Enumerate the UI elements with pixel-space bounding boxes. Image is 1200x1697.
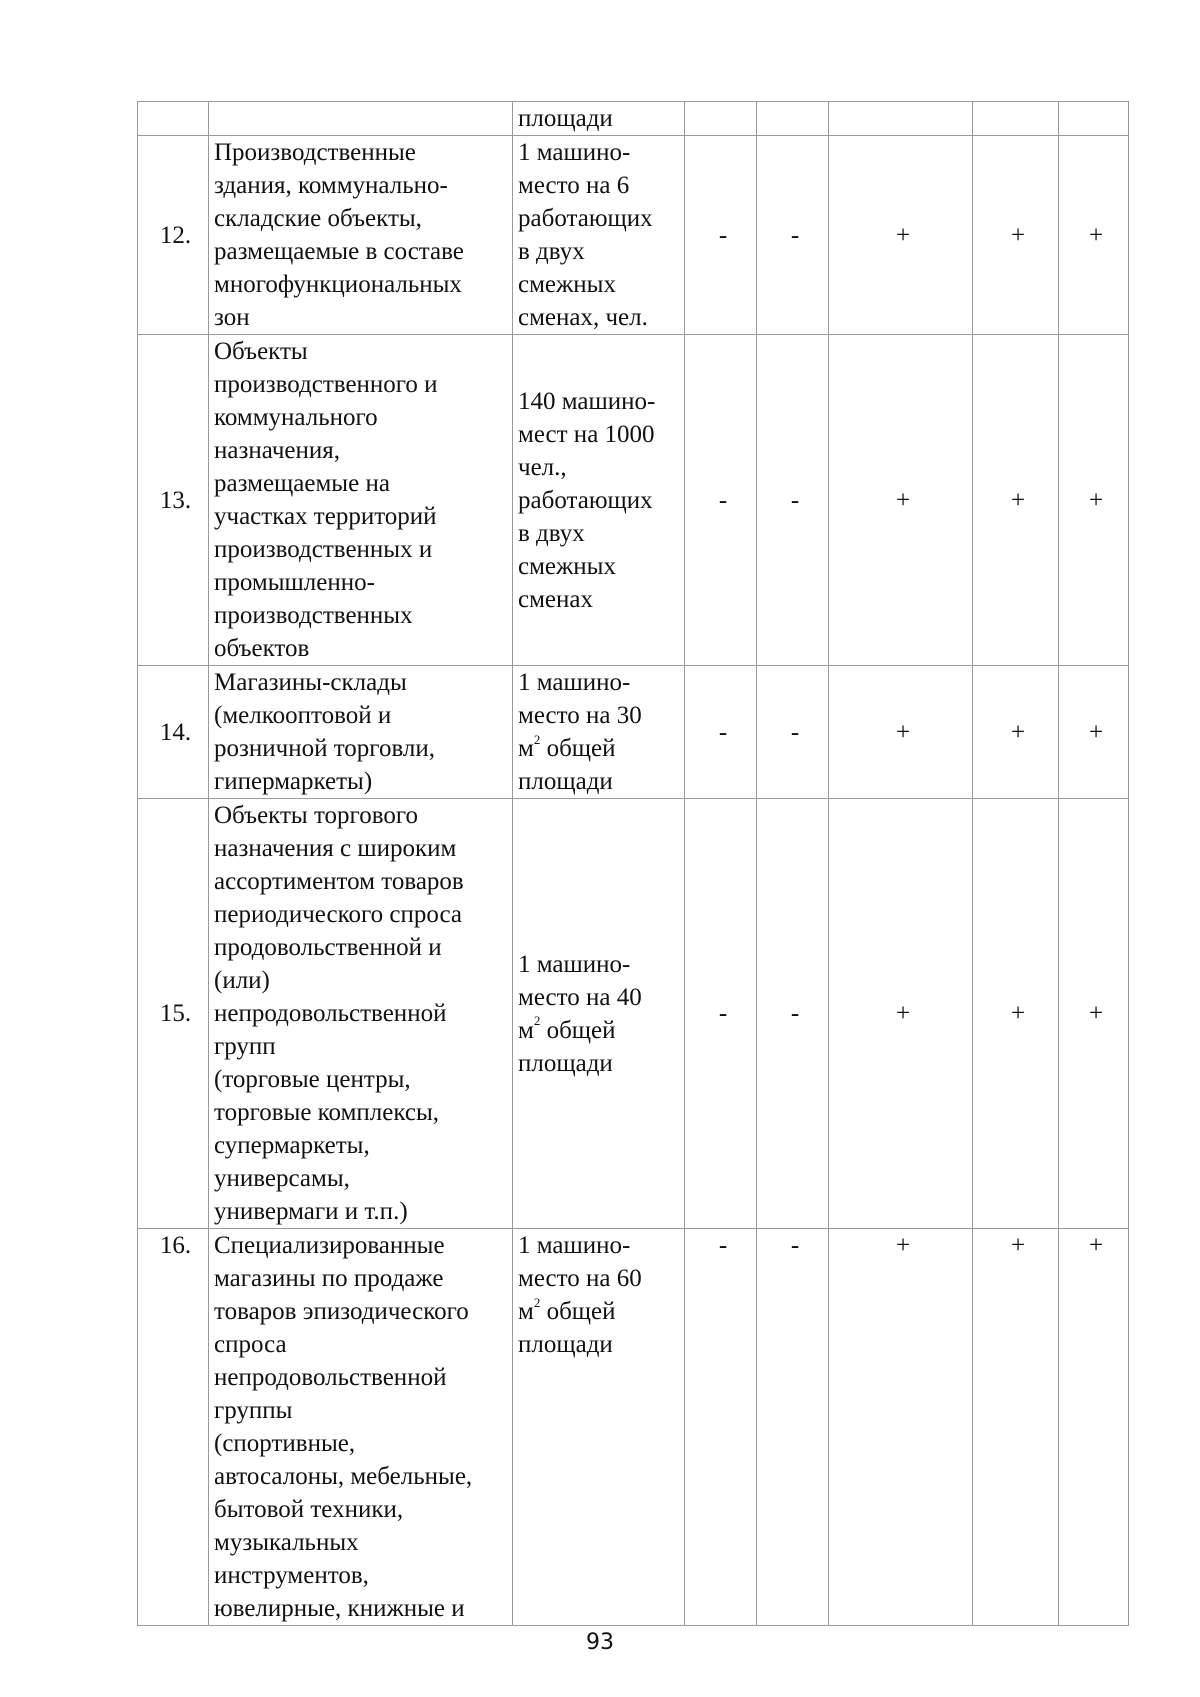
parking-norm-line: сменах: [518, 585, 593, 613]
object-type-line: многофункциональных: [214, 271, 462, 298]
object-type-line: музыкальных: [214, 1529, 359, 1556]
parking-norm-line: площади: [518, 768, 613, 795]
parking-norm-line: работающих: [518, 205, 653, 232]
parking-norm-unit-line: [518, 1014, 684, 1047]
object-type-line: (или): [214, 967, 270, 994]
table-row: [138, 1229, 1129, 1626]
object-type-line: здания, коммунально-: [214, 172, 448, 199]
zone-mark-cell: -: [757, 136, 829, 335]
zone-mark-cell: [829, 102, 973, 136]
object-type-line: торговые комплексы,: [214, 1099, 440, 1126]
object-type-cell: [209, 136, 513, 335]
parking-norm-cell: [513, 1229, 685, 1626]
unit-suffix: общей: [540, 735, 616, 762]
row-number-cell: 12.: [138, 136, 209, 335]
object-type-line: (торговые центры,: [214, 1066, 411, 1093]
zone-mark-cell: -: [685, 799, 757, 1229]
object-type-line: универмаги и т.п.): [214, 1198, 408, 1225]
zone-mark-cell: -: [685, 666, 757, 799]
parking-norm-line: смежных: [518, 552, 616, 580]
parking-norm-line: смежных: [518, 271, 616, 298]
object-type-line: складские объекты,: [214, 205, 422, 232]
zone-mark-cell: -: [685, 136, 757, 335]
object-type-cell: [209, 102, 513, 136]
unit-text: м: [518, 1298, 534, 1325]
unit-suffix: общей: [540, 1298, 616, 1325]
object-type-line: продовольственной и: [214, 934, 442, 961]
object-type-line: бытовой техники,: [214, 1496, 404, 1523]
object-type-cell: [209, 1229, 513, 1626]
unit-superscript: 2: [533, 1294, 541, 1310]
object-type-line: Объекты: [214, 338, 308, 365]
object-type-line: производственных и: [214, 536, 433, 563]
parking-norm-line: чел.,: [518, 453, 567, 481]
parking-norm-cell: [513, 335, 685, 666]
row-number-cell: 15.: [138, 799, 209, 1229]
parking-norm-line: площади: [518, 1331, 613, 1358]
zone-mark-cell: +: [829, 136, 973, 335]
object-type-line: непродовольственной: [214, 1000, 447, 1027]
zone-mark-cell: +: [1059, 136, 1129, 335]
parking-norm-unit-line: [518, 732, 684, 765]
zone-mark-cell: +: [829, 799, 973, 1229]
object-type-line: (мелкооптовой и: [214, 702, 392, 729]
object-type-cell: [209, 666, 513, 799]
page-number: 93: [586, 1630, 614, 1655]
table-row: [138, 335, 1129, 666]
parking-norm-line: сменах, чел.: [518, 304, 648, 331]
table-row: [138, 136, 1129, 335]
parking-norm-line: площади: [518, 1049, 613, 1077]
zone-mark-cell: [685, 102, 757, 136]
object-type-line: назначения с широким: [214, 835, 457, 862]
parking-norm-line: место на 6: [518, 172, 630, 199]
zone-mark-cell: -: [685, 335, 757, 666]
zone-mark-cell: [973, 102, 1059, 136]
object-type-line: непродовольственной: [214, 1364, 447, 1391]
object-type-cell: [209, 335, 513, 666]
parking-norm-line: мест на 1000: [518, 420, 655, 448]
parking-norm-unit-line: [518, 1295, 684, 1328]
object-type-line: гипермаркеты): [214, 768, 373, 795]
unit-text: м: [518, 735, 534, 762]
object-type-line: Магазины-склады: [214, 669, 407, 696]
object-type-cell: [209, 799, 513, 1229]
object-type-line: коммунального: [214, 404, 378, 431]
zone-mark-cell: [1059, 102, 1129, 136]
parking-norm-line: 1 машино-: [518, 669, 631, 696]
parking-norm-line: в двух: [518, 238, 585, 265]
object-type-line: (спортивные,: [214, 1430, 356, 1457]
unit-suffix: общей: [540, 1016, 616, 1044]
row-number-cell: 13.: [138, 335, 209, 666]
object-type-line: супермаркеты,: [214, 1132, 370, 1159]
object-type-line: групп: [214, 1033, 276, 1060]
parking-norm-line: 1 машино-: [518, 139, 631, 166]
unit-superscript: 2: [533, 731, 541, 747]
row-number-cell: 14.: [138, 666, 209, 799]
object-type-line: объектов: [214, 635, 310, 662]
unit-text: м: [518, 1016, 534, 1044]
row-number-cell: 16.: [138, 1229, 209, 1626]
object-type-line: ювелирные, книжные и: [214, 1595, 465, 1622]
zone-mark-cell: +: [973, 666, 1059, 799]
table-row: [138, 799, 1129, 1229]
parking-norm-line: в двух: [518, 519, 585, 547]
object-type-line: производственного и: [214, 371, 438, 398]
parking-norm-cell: [513, 102, 685, 136]
zone-mark-cell: -: [757, 335, 829, 666]
table-row: [138, 102, 1129, 136]
parking-norms-table: [137, 101, 1129, 1626]
parking-norm-line: работающих: [518, 486, 653, 514]
object-type-line: промышленно-: [214, 569, 375, 596]
parking-norm-cell: [513, 799, 685, 1229]
zone-mark-cell: +: [973, 335, 1059, 666]
table-row: [138, 666, 1129, 799]
object-type-line: группы: [214, 1397, 293, 1424]
zone-mark-cell: +: [1059, 799, 1129, 1229]
zone-mark-cell: +: [1059, 1229, 1129, 1626]
object-type-line: автосалоны, мебельные,: [214, 1463, 473, 1490]
object-type-line: розничной торговли,: [214, 735, 436, 762]
parking-norm-line: место на 40: [518, 983, 642, 1011]
zone-mark-cell: -: [757, 799, 829, 1229]
object-type-line: инструментов,: [214, 1562, 369, 1589]
object-type-line: назначения,: [214, 437, 341, 464]
object-type-line: периодического спроса: [214, 901, 462, 928]
zone-mark-cell: +: [829, 1229, 973, 1626]
zone-mark-cell: -: [757, 1229, 829, 1626]
parking-norm-cell: [513, 666, 685, 799]
object-type-line: товаров эпизодического: [214, 1298, 469, 1325]
zone-mark-cell: -: [757, 666, 829, 799]
zone-mark-cell: +: [1059, 335, 1129, 666]
object-type-line: производственных: [214, 602, 413, 629]
parking-norm-line: 140 машино-: [518, 387, 656, 415]
object-type-line: зон: [214, 304, 250, 331]
zone-mark-cell: +: [829, 335, 973, 666]
zone-mark-cell: +: [829, 666, 973, 799]
object-type-line: Объекты торгового: [214, 802, 418, 829]
object-type-line: магазины по продаже: [214, 1265, 444, 1292]
row-number-cell: [138, 102, 209, 136]
parking-norm-line: место на 30: [518, 702, 642, 729]
object-type-line: размещаемые на: [214, 470, 390, 497]
parking-norm-line: площади: [518, 105, 613, 132]
zone-mark-cell: +: [973, 136, 1059, 335]
parking-norm-line: место на 60: [518, 1265, 642, 1292]
zone-mark-cell: +: [973, 799, 1059, 1229]
object-type-line: универсамы,: [214, 1165, 350, 1192]
zone-mark-cell: +: [973, 1229, 1059, 1626]
object-type-line: Специализированные: [214, 1232, 445, 1259]
parking-norm-line: 1 машино-: [518, 950, 631, 978]
zone-mark-cell: -: [685, 1229, 757, 1626]
object-type-line: ассортиментом товаров: [214, 868, 464, 895]
object-type-line: Производственные: [214, 139, 416, 166]
unit-superscript: 2: [533, 1013, 541, 1029]
zone-mark-cell: +: [1059, 666, 1129, 799]
object-type-line: участках территорий: [214, 503, 437, 530]
object-type-line: спроса: [214, 1331, 287, 1358]
parking-norm-line: 1 машино-: [518, 1232, 631, 1259]
zone-mark-cell: [757, 102, 829, 136]
object-type-line: размещаемые в составе: [214, 238, 464, 265]
parking-norm-cell: [513, 136, 685, 335]
